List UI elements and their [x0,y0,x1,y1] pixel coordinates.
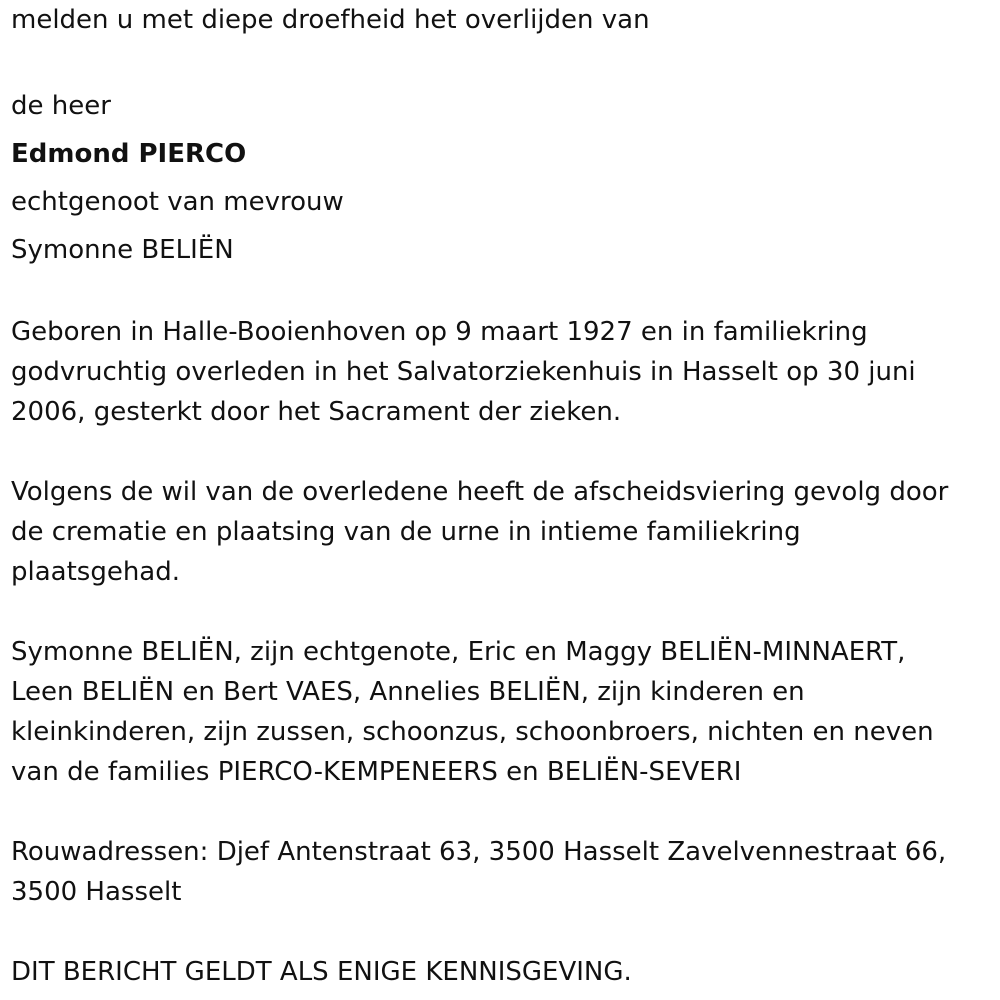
birth-death-line-2: godvruchtig overleden in het Salvatorziekenhuis in Hasselt op 30 juni [11,357,916,387]
address-line-1: Rouwadressen: Djef Antenstraat 63, 3500 Hasselt Zavelvennestraat 66, [11,837,947,867]
spouse-label: echtgenoot van mevrouw [11,187,344,217]
deceased-name: Edmond PIERCO [11,139,247,169]
address-line-2: 3500 Hasselt [11,877,182,907]
family-line-1: Symonne BELIËN, zijn echtgenote, Eric en Maggy BELIËN-MINNAERT, [11,637,906,667]
spacer [11,270,991,312]
ceremony-line-1: Volgens de wil van de overledene heeft de afscheidsviering gevolg door [11,477,949,507]
birth-death-line-3: 2006, gesterkt door het Sacrament der zieken. [11,397,622,427]
birth-death-line-1: Geboren in Halle-Booienhoven op 9 maart 1927 en in familiekring [11,317,868,347]
spouse-name: Symonne BELIËN [11,235,234,265]
death-notice [11,0,991,992]
spacer [11,912,991,952]
spacer [11,592,991,632]
ceremony-line-2: de crematie en plaatsing van de urne in intieme familiekring [11,517,801,547]
family-line-2: Leen BELIËN en Bert VAES, Annelies BELIËN, zijn kinderen en [11,677,805,707]
closing-text: DIT BERICHT GELDT ALS ENIGE KENNISGEVING. [11,957,632,987]
spacer [11,40,991,80]
family-line-4: van de families PIERCO-KEMPENEERS en BELIËN-SEVERI [11,757,742,787]
spacer [11,792,991,832]
spacer [11,432,991,472]
intro-text: melden u met diepe droefheid het overlijden van [11,5,650,35]
ceremony-line-3: plaatsgehad. [11,557,181,587]
salutation-text: de heer [11,91,111,121]
family-line-3: kleinkinderen, zijn zussen, schoonzus, schoonbroers, nichten en neven [11,717,934,747]
